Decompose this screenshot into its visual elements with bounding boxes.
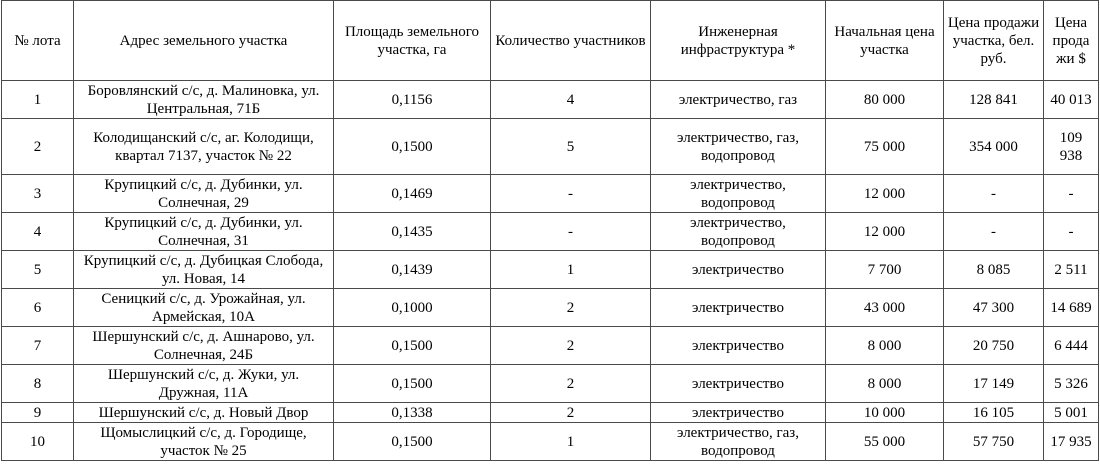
- cell-address: Шершунский с/с, д. Жуки, ул. Дружная, 11А: [74, 365, 334, 403]
- cell-infrastructure: электричество: [651, 289, 826, 327]
- cell-sale-price-usd: 109 938: [1044, 119, 1099, 175]
- cell-area: 0,1500: [334, 423, 491, 461]
- table-row: [2, 423, 1099, 461]
- cell-address: Шершунский с/с, д. Новый Двор: [74, 403, 334, 423]
- cell-area: 0,1338: [334, 403, 491, 423]
- cell-address: Щомыслицкий с/с, д. Городище, участок № 25: [74, 423, 334, 461]
- cell-participants: -: [491, 175, 651, 213]
- cell-infrastructure: электричество, водопровод: [651, 175, 826, 213]
- cell-lot: 7: [2, 327, 74, 365]
- cell-participants: -: [491, 213, 651, 251]
- cell-start-price: 55 000: [826, 423, 944, 461]
- cell-start-price: 12 000: [826, 213, 944, 251]
- cell-start-price: 10 000: [826, 403, 944, 423]
- cell-sale-price-byr: -: [944, 175, 1044, 213]
- cell-sale-price-usd: -: [1044, 213, 1099, 251]
- header-area: Площадь земельного участка, га: [334, 1, 491, 81]
- cell-participants: 2: [491, 403, 651, 423]
- cell-participants: 2: [491, 289, 651, 327]
- table-row: [2, 213, 1099, 251]
- table-row: [2, 251, 1099, 289]
- cell-start-price: 75 000: [826, 119, 944, 175]
- cell-lot: 8: [2, 365, 74, 403]
- cell-infrastructure: электричество: [651, 365, 826, 403]
- cell-area: 0,1000: [334, 289, 491, 327]
- header-start-price: Начальная цена участка: [826, 1, 944, 81]
- cell-sale-price-usd: 40 013: [1044, 81, 1099, 119]
- cell-infrastructure: электричество, газ, водопровод: [651, 119, 826, 175]
- cell-address: Шершунский с/с, д. Ашнарово, ул. Солнечная, 24Б: [74, 327, 334, 365]
- cell-lot: 10: [2, 423, 74, 461]
- cell-infrastructure: электричество, газ, водопровод: [651, 423, 826, 461]
- cell-start-price: 80 000: [826, 81, 944, 119]
- cell-lot: 6: [2, 289, 74, 327]
- table-body: [2, 81, 1099, 461]
- cell-area: 0,1500: [334, 327, 491, 365]
- cell-address: Крупицкий с/с, д. Дубинки, ул. Солнечная, 31: [74, 213, 334, 251]
- cell-lot: 4: [2, 213, 74, 251]
- cell-sale-price-byr: 354 000: [944, 119, 1044, 175]
- cell-sale-price-usd: -: [1044, 175, 1099, 213]
- header-lot: № лота: [2, 1, 74, 81]
- cell-area: 0,1500: [334, 119, 491, 175]
- table-row: [2, 403, 1099, 423]
- table-row: [2, 119, 1099, 175]
- cell-infrastructure: электричество, водопровод: [651, 213, 826, 251]
- cell-lot: 5: [2, 251, 74, 289]
- table-row: [2, 327, 1099, 365]
- cell-sale-price-byr: 128 841: [944, 81, 1044, 119]
- cell-sale-price-byr: -: [944, 213, 1044, 251]
- header-sale-price-usd: Цена прода жи $: [1044, 1, 1099, 81]
- cell-sale-price-usd: 17 935: [1044, 423, 1099, 461]
- header-sale-price-byr: Цена продажи участка, бел. руб.: [944, 1, 1044, 81]
- cell-sale-price-byr: 16 105: [944, 403, 1044, 423]
- cell-start-price: 8 000: [826, 365, 944, 403]
- cell-lot: 1: [2, 81, 74, 119]
- cell-sale-price-byr: 17 149: [944, 365, 1044, 403]
- cell-sale-price-byr: 20 750: [944, 327, 1044, 365]
- cell-participants: 5: [491, 119, 651, 175]
- cell-sale-price-byr: 57 750: [944, 423, 1044, 461]
- cell-start-price: 8 000: [826, 327, 944, 365]
- header-row: [2, 1, 1099, 81]
- table-row: [2, 289, 1099, 327]
- cell-address: Боровлянский с/с, д. Малиновка, ул. Центральная, 71Б: [74, 81, 334, 119]
- cell-address: Колодищанский с/с, аг. Колодищи, квартал 7137, участок № 22: [74, 119, 334, 175]
- table-row: [2, 81, 1099, 119]
- header-infrastructure: Инженерная инфраструктура *: [651, 1, 826, 81]
- cell-area: 0,1435: [334, 213, 491, 251]
- cell-area: 0,1469: [334, 175, 491, 213]
- cell-infrastructure: электричество, газ: [651, 81, 826, 119]
- cell-sale-price-usd: 5 326: [1044, 365, 1099, 403]
- cell-sale-price-usd: 6 444: [1044, 327, 1099, 365]
- cell-sale-price-usd: 5 001: [1044, 403, 1099, 423]
- cell-start-price: 7 700: [826, 251, 944, 289]
- cell-area: 0,1439: [334, 251, 491, 289]
- cell-participants: 1: [491, 251, 651, 289]
- cell-start-price: 43 000: [826, 289, 944, 327]
- cell-participants: 4: [491, 81, 651, 119]
- cell-lot: 9: [2, 403, 74, 423]
- cell-sale-price-byr: 47 300: [944, 289, 1044, 327]
- cell-infrastructure: электричество: [651, 327, 826, 365]
- cell-participants: 2: [491, 365, 651, 403]
- cell-address: Сеницкий с/с, д. Урожайная, ул. Армейская, 10А: [74, 289, 334, 327]
- header-participants: Количество участников: [491, 1, 651, 81]
- cell-infrastructure: электричество: [651, 403, 826, 423]
- header-address: Адрес земельного участка: [74, 1, 334, 81]
- table-row: [2, 175, 1099, 213]
- cell-participants: 1: [491, 423, 651, 461]
- cell-start-price: 12 000: [826, 175, 944, 213]
- cell-participants: 2: [491, 327, 651, 365]
- cell-lot: 2: [2, 119, 74, 175]
- cell-sale-price-usd: 2 511: [1044, 251, 1099, 289]
- cell-address: Крупицкий с/с, д. Дубинки, ул. Солнечная, 29: [74, 175, 334, 213]
- cell-lot: 3: [2, 175, 74, 213]
- cell-area: 0,1500: [334, 365, 491, 403]
- table-row: [2, 365, 1099, 403]
- cell-area: 0,1156: [334, 81, 491, 119]
- cell-sale-price-byr: 8 085: [944, 251, 1044, 289]
- cell-address: Крупицкий с/с, д. Дубицкая Слобода, ул. Новая, 14: [74, 251, 334, 289]
- cell-infrastructure: электричество: [651, 251, 826, 289]
- cell-sale-price-usd: 14 689: [1044, 289, 1099, 327]
- land-auction-table: [1, 0, 1099, 461]
